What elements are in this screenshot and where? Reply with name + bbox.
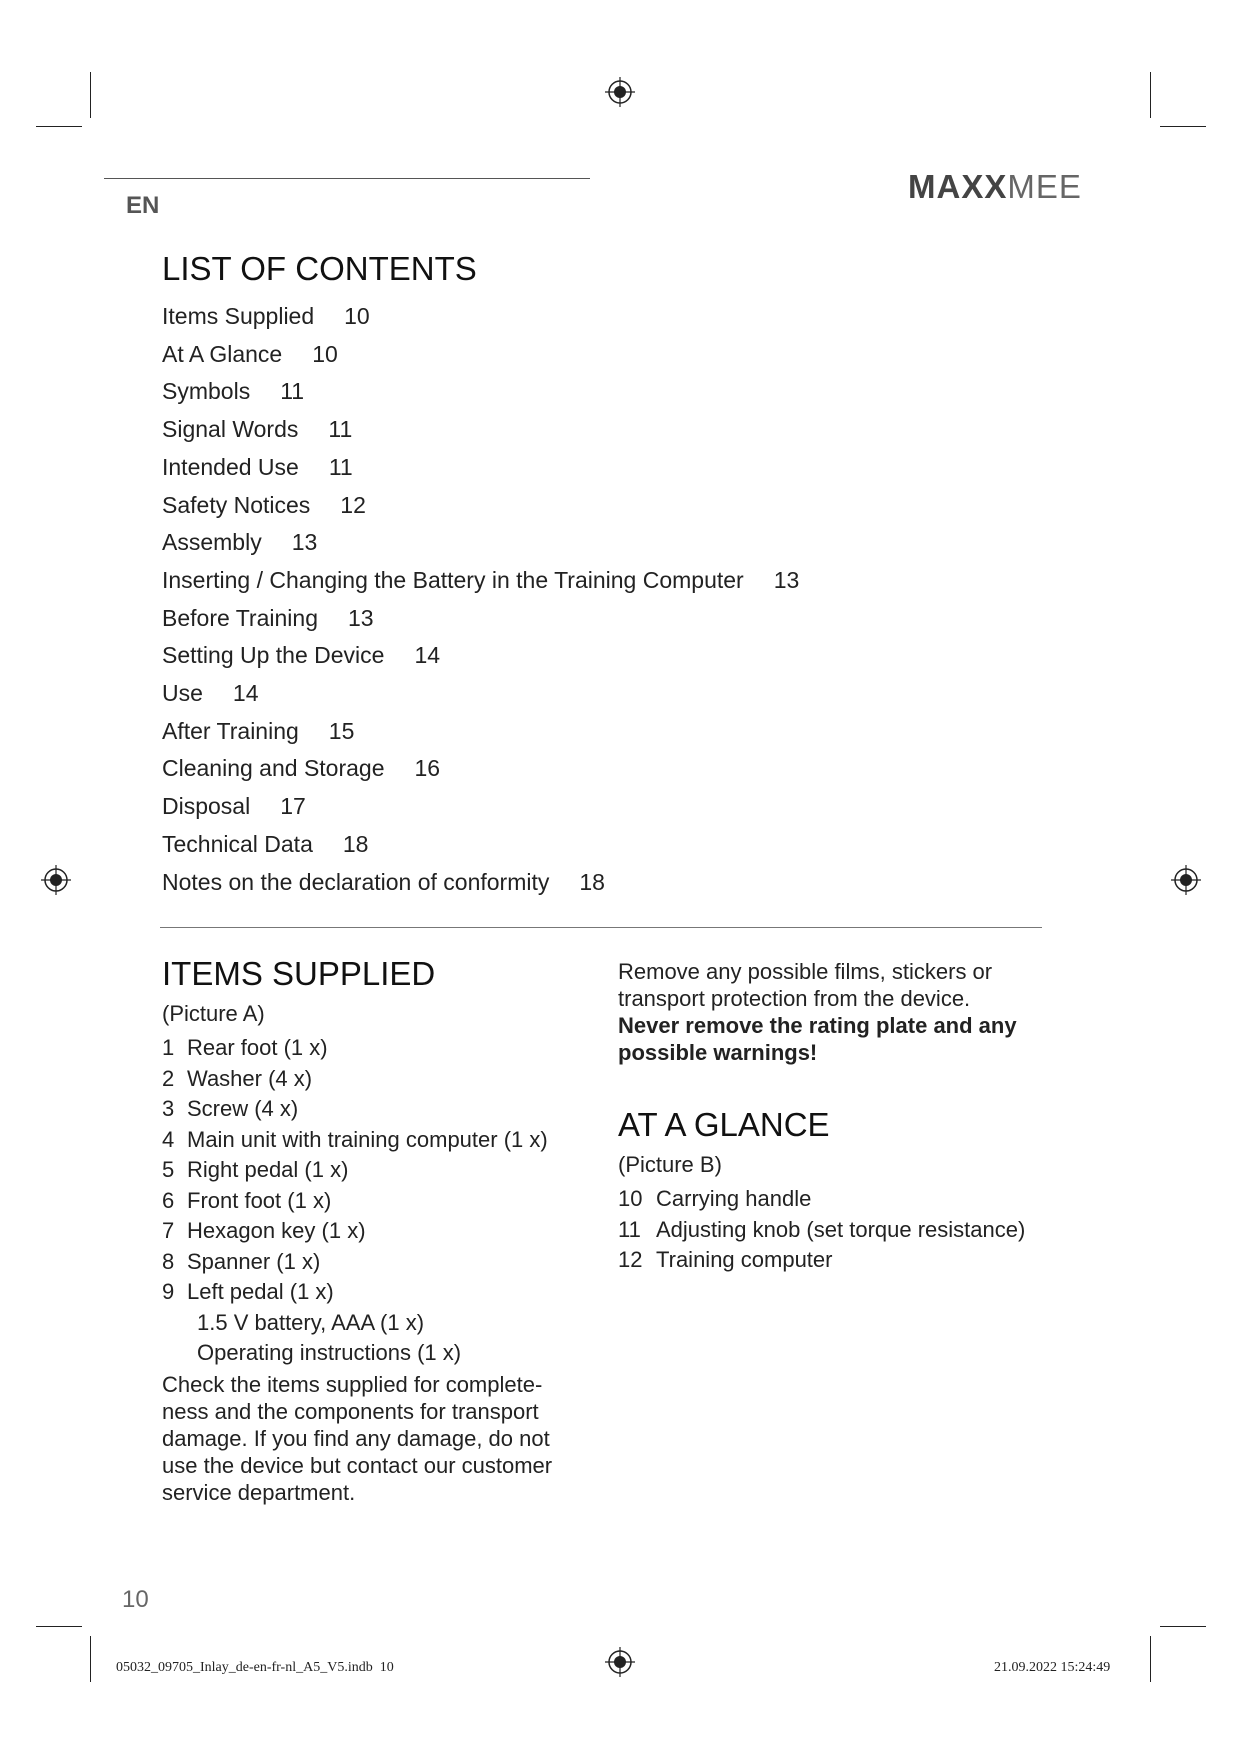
- list-item: [618, 1245, 1048, 1276]
- section-divider: [160, 927, 1042, 928]
- list-item: [162, 1247, 582, 1278]
- list-item: [618, 1215, 1048, 1246]
- print-file-name: 05032_09705_Inlay_de-en-fr-nl_A5_V5.indb: [116, 1660, 373, 1675]
- list-item: [162, 1064, 582, 1095]
- toc-entry-label: At A Glance: [162, 340, 283, 367]
- toc-entry-label: Before Training: [162, 604, 318, 631]
- crop-mark: [36, 1626, 82, 1627]
- toc-entry-label: Intended Use: [162, 453, 299, 480]
- toc-entry-page: 10: [312, 340, 338, 367]
- list-item: [162, 1277, 582, 1308]
- list-item: [162, 1216, 582, 1247]
- toc-entry-label: Signal Words: [162, 416, 299, 443]
- items-supplied-list: [162, 1033, 582, 1369]
- items-supplied-title: ITEMS SUPPLIED: [162, 955, 436, 992]
- registration-mark-icon: [605, 77, 635, 107]
- item-number: 4: [162, 1126, 175, 1152]
- at-a-glance-section: [618, 1106, 1048, 1276]
- item-label: Left pedal (1 x): [187, 1279, 334, 1304]
- toc-entry-page: 15: [328, 717, 355, 744]
- item-label: Right pedal (1 x): [187, 1157, 349, 1182]
- picture-reference: (Picture A): [162, 1001, 265, 1026]
- print-timestamp: 21.09.2022 15:24:49: [994, 1660, 1111, 1675]
- item-label: Adjusting knob (set torque resistance): [656, 1216, 1026, 1242]
- toc-entry-page: 13: [291, 529, 318, 556]
- right-column: [618, 958, 1048, 1276]
- at-a-glance-list: [618, 1184, 1048, 1276]
- item-label: Rear foot (1 x): [187, 1035, 328, 1060]
- item-number: 2: [162, 1065, 175, 1091]
- toc-entry-page: 18: [579, 868, 605, 895]
- toc-entry-label: Symbols: [162, 378, 251, 405]
- item-number: 9: [162, 1279, 175, 1304]
- toc-entry-label: Assembly: [162, 529, 262, 556]
- toc-entry: [162, 637, 799, 675]
- item-number: 6: [162, 1187, 175, 1213]
- item-number: 7: [162, 1218, 175, 1243]
- toc-entry-page: 17: [280, 793, 306, 820]
- list-item: [162, 1094, 582, 1125]
- check-items-text: Check the items supplied for complete-ness and the components for transport damage. If you find any damage, do not use the device but contact our customer service department.: [162, 1371, 553, 1505]
- list-item: [162, 1155, 582, 1186]
- toc-entry-label: Items Supplied: [162, 303, 315, 329]
- list-item-extra: Operating instructions (1 x): [197, 1340, 462, 1365]
- crop-mark: [90, 72, 91, 118]
- toc-entry-page: 11: [328, 453, 353, 480]
- print-file-page: 10: [379, 1660, 394, 1675]
- item-number: 3: [162, 1096, 175, 1121]
- at-a-glance-title: AT A GLANCE: [618, 1106, 830, 1143]
- list-item: [618, 1184, 1048, 1215]
- registration-mark-icon: [41, 865, 71, 895]
- brand-logo-bold: MAXX: [908, 168, 1008, 205]
- toc-entry: [162, 562, 799, 600]
- toc-entry-page: 11: [280, 378, 305, 405]
- registration-mark-icon: [605, 1647, 635, 1677]
- toc-entry-page: 10: [344, 303, 370, 329]
- item-label: Screw (4 x): [187, 1096, 299, 1121]
- toc-entry-page: 11: [328, 416, 353, 443]
- crop-mark: [1150, 1636, 1151, 1682]
- toc-entry: [162, 750, 799, 788]
- item-number: 8: [162, 1248, 175, 1274]
- list-item: [162, 1186, 582, 1217]
- remove-protection-text: Remove any possible films, stickers or transport protection from the device.: [618, 959, 993, 1011]
- toc-entry-label: Use: [162, 680, 203, 707]
- crop-mark: [1160, 1626, 1206, 1627]
- toc-entry-label: Technical Data: [162, 830, 313, 857]
- item-label: Washer (4 x): [187, 1065, 313, 1091]
- crop-mark: [1150, 72, 1151, 118]
- toc-entry: [162, 336, 799, 374]
- toc-entry: [162, 864, 799, 902]
- item-label: Front foot (1 x): [187, 1187, 332, 1213]
- item-label: Training computer: [656, 1247, 833, 1272]
- item-number: 12: [618, 1247, 643, 1272]
- registration-mark-icon: [1171, 865, 1201, 895]
- item-number: 5: [162, 1157, 175, 1182]
- item-label: Carrying handle: [656, 1186, 812, 1211]
- toc-entry: [162, 487, 799, 525]
- toc-entry: [162, 600, 799, 638]
- toc-entry: [162, 675, 799, 713]
- item-label: Main unit with training computer (1 x): [187, 1126, 548, 1152]
- language-label: EN: [126, 192, 160, 219]
- print-file-info: [116, 1660, 394, 1676]
- item-number: 11: [618, 1216, 641, 1242]
- toc-entry-page: 14: [232, 680, 259, 707]
- brand-logo: [908, 168, 1082, 206]
- toc-entry: [162, 449, 799, 487]
- item-label: Hexagon key (1 x): [187, 1218, 366, 1243]
- toc-entry-page: 16: [414, 755, 441, 782]
- toc-entry-label: Safety Notices: [162, 491, 311, 518]
- crop-mark: [36, 126, 82, 127]
- toc-entry-page: 13: [347, 604, 374, 631]
- item-label: Spanner (1 x): [187, 1248, 321, 1274]
- toc-entry-page: 12: [340, 491, 366, 518]
- toc-entry: [162, 298, 799, 336]
- toc-entry: [162, 411, 799, 449]
- toc-entry: [162, 826, 799, 864]
- toc-entry-label: Disposal: [162, 793, 251, 820]
- toc-list: [162, 298, 799, 901]
- toc-entry: [162, 524, 799, 562]
- toc-entry-page: 14: [414, 642, 441, 669]
- page-number: 10: [122, 1586, 149, 1613]
- item-number: 10: [618, 1186, 643, 1211]
- toc-entry-label: Notes on the declaration of conformity: [162, 868, 550, 895]
- toc-entry-page: 18: [342, 830, 369, 857]
- toc-entry-label: Cleaning and Storage: [162, 755, 385, 782]
- header-rule: [104, 178, 590, 179]
- crop-mark: [1160, 126, 1206, 127]
- list-item: [162, 1125, 582, 1156]
- toc-title: LIST OF CONTENTS: [162, 250, 477, 287]
- toc-entry-label: After Training: [162, 717, 299, 744]
- toc-entry: [162, 373, 799, 411]
- list-item: [162, 1033, 582, 1064]
- items-supplied-section: [162, 955, 582, 1506]
- toc-entry-label: Inserting / Changing the Battery in the Training Computer: [162, 566, 744, 593]
- brand-logo-light: MEE: [1007, 168, 1082, 205]
- toc-entry: [162, 713, 799, 751]
- warning-text: Never remove the rating plate and any possible warnings!: [618, 1013, 1017, 1065]
- item-number: 1: [162, 1035, 175, 1060]
- toc-entry-label: Setting Up the Device: [162, 642, 385, 669]
- picture-reference: (Picture B): [618, 1152, 722, 1177]
- list-item-extra: 1.5 V battery, AAA (1 x): [197, 1309, 425, 1335]
- toc-entry: [162, 788, 799, 826]
- crop-mark: [90, 1636, 91, 1682]
- toc-entry-page: 13: [773, 566, 800, 593]
